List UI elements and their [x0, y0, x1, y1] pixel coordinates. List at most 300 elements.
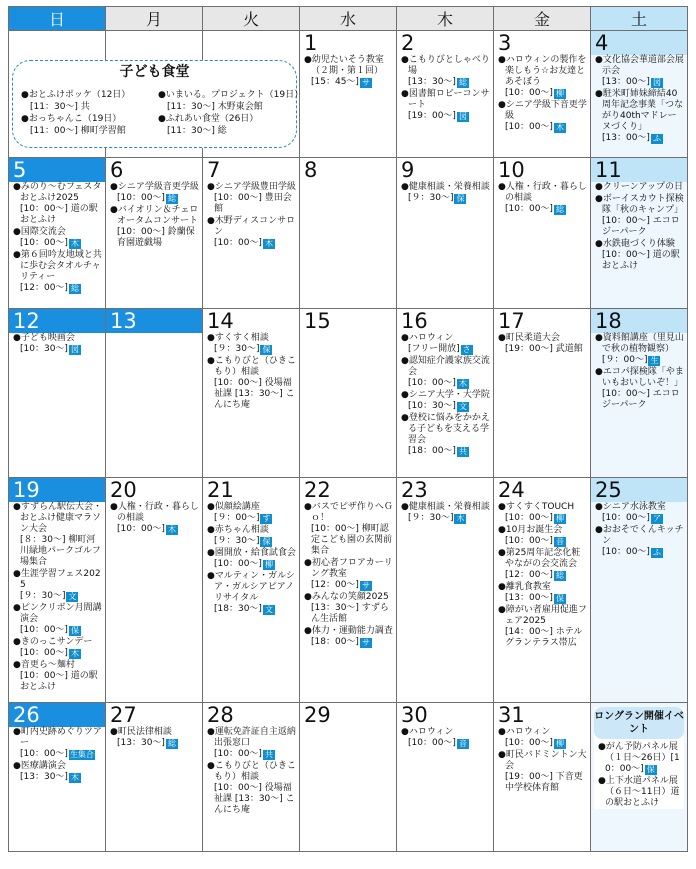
event-time: [10：00〜]: [20, 749, 68, 759]
event-detail: [505, 344, 587, 355]
bullet-icon: ●: [401, 413, 409, 423]
day-number: 3: [498, 31, 512, 55]
event-item: [12, 227, 102, 249]
event-item: [303, 55, 393, 88]
venue-badge: 図: [70, 345, 79, 354]
event-item: [400, 727, 490, 749]
event-title: 音更ら〜麺村: [20, 660, 75, 670]
bullet-icon: ●: [498, 605, 506, 615]
event-title: 似顔絵講座: [214, 502, 260, 512]
event-item: [12, 660, 102, 693]
event-title: 障がい者雇用促進フェア2025: [505, 605, 587, 626]
bullet-icon: ●: [207, 216, 215, 226]
weekday-sun: 日: [9, 7, 106, 31]
day-number: 12: [9, 309, 105, 333]
event-time: [９：00〜]: [214, 513, 260, 523]
event-time: [19：00〜]: [408, 111, 456, 121]
day-number-empty: [106, 31, 202, 55]
weekday-tue: 火: [203, 7, 300, 31]
longrun-item: [597, 776, 681, 809]
longrun-box: [594, 707, 684, 809]
event-title: バイオリン＆チェロ オータムコンサート: [117, 205, 199, 226]
event-title: 幼児たいそう教室（２期・第１回）: [311, 55, 384, 76]
event-detail: [505, 536, 587, 547]
day-number: 30: [401, 703, 428, 727]
venue-badge: 生集合: [69, 750, 94, 759]
day-cell: [494, 309, 591, 478]
kodomo-line: [11：30〜] 木野東会館: [158, 102, 263, 112]
event-time: [10：00〜]: [602, 547, 650, 557]
event-detail: [602, 355, 684, 366]
day-number: 22: [304, 478, 331, 502]
week-row: [9, 478, 688, 703]
event-detail: [408, 738, 490, 749]
event-detail: [20, 204, 102, 226]
event-item: [12, 637, 102, 659]
event-time: [10：00〜] 豊田会館: [214, 193, 292, 214]
day-cell: [203, 309, 300, 478]
event-item: [400, 182, 490, 204]
event-detail: [20, 648, 102, 659]
event-detail: [311, 637, 393, 648]
venue-badge: 音: [458, 739, 467, 748]
kodomo-line: ●おっちゃんこ（19日）: [21, 114, 122, 124]
kodomo-line: ●いまいる。プロジェクト（19日）: [158, 90, 304, 100]
day-cell: [203, 703, 300, 852]
week-row: [9, 309, 688, 478]
event-item: [206, 761, 296, 816]
event-detail: [408, 513, 490, 524]
bullet-icon: ●: [13, 727, 21, 737]
event-title: ハロウィン: [408, 727, 454, 737]
event-item: [497, 333, 587, 355]
weekday-fri: 金: [494, 7, 591, 31]
event-title: 10月お誕生会: [505, 525, 563, 535]
event-time: [10：00〜]: [214, 238, 262, 248]
bullet-icon: ●: [110, 205, 118, 215]
event-time: [９：30〜]: [408, 513, 454, 523]
bullet-icon: ●: [304, 502, 312, 512]
event-time: [18：00〜]: [311, 637, 359, 647]
event-time: [10：00〜]: [505, 204, 553, 214]
longrun-item-title: がん予防パネル展: [605, 742, 678, 752]
event-title: シニア水泳教室: [602, 502, 666, 512]
event-detail: [505, 772, 587, 794]
event-item: [206, 525, 296, 547]
event-detail: [20, 283, 102, 294]
event-title: こもりびとしゃべり場: [408, 55, 490, 76]
event-time: [10：00〜] 鈴蘭保育園遊戯場: [117, 227, 195, 248]
event-time: [10：00〜]: [214, 749, 262, 759]
event-time: [10：00〜]: [408, 738, 456, 748]
event-detail: [20, 671, 102, 693]
day-number: 8: [304, 158, 318, 182]
day-number: 18: [591, 309, 687, 333]
event-item: [12, 603, 102, 636]
venue-badge: 総: [555, 205, 564, 214]
event-detail: [214, 344, 296, 355]
event-time: [19：00〜] 武道館: [505, 344, 583, 354]
event-title: すくすくTOUCH: [505, 502, 575, 512]
bullet-icon: ●: [13, 761, 21, 771]
bullet-icon: ●: [13, 660, 21, 670]
event-time: [９：00〜]: [602, 355, 648, 365]
bullet-icon: ●: [110, 727, 118, 737]
day-cell: [300, 478, 397, 703]
kodomo-right: [158, 89, 304, 137]
event-time: [10：00〜]: [505, 738, 553, 748]
venue-badge: 保: [262, 345, 271, 354]
event-title: 認知症介護家族交流会: [408, 356, 490, 377]
event-detail: [214, 604, 296, 615]
event-time: [10：00〜] 役場福祉課 [13：30〜] こんにち庵: [214, 378, 295, 410]
bullet-icon: ●: [13, 333, 21, 343]
kodomo-left: [21, 89, 163, 137]
event-item: [109, 205, 199, 249]
event-title: ボーイスカウト探検隊「秋のキャンプ」: [602, 194, 684, 215]
venue-badge: 音: [555, 537, 564, 546]
event-item: [400, 502, 490, 524]
event-detail: [602, 77, 684, 88]
day-cell: [106, 478, 203, 703]
venue-badge: 柳: [555, 739, 564, 748]
venue-badge: 柳: [555, 514, 564, 523]
bullet-icon: ●: [498, 548, 506, 558]
event-item: [12, 502, 102, 568]
week-row: [9, 158, 688, 309]
event-time: [10：00〜] 役場福祉課 [13：30〜] こんにち庵: [214, 783, 295, 815]
event-detail: [117, 738, 199, 749]
day-cell: [397, 158, 494, 309]
event-title: 第６回吟友地域と共に歩む会タオルチャリティー: [20, 250, 102, 282]
event-title: 登校に悩みをかかえる子どもを支える学習会: [408, 413, 490, 445]
event-title: こもりびと（ひきこもり）相談: [214, 761, 296, 782]
event-detail: [214, 238, 296, 249]
bullet-icon: ●: [401, 502, 409, 512]
event-title: 運転免許証自主返納出張窓口: [214, 727, 296, 748]
day-cell: [494, 158, 591, 309]
venue-badge: 柳: [555, 89, 564, 98]
event-title: 図書館ロビーコンサート: [408, 89, 490, 110]
event-item: [12, 761, 102, 783]
bullet-icon: ●: [498, 55, 506, 65]
event-time: [10：00〜]: [602, 513, 650, 523]
event-time: [10：00〜]: [505, 122, 553, 132]
bullet-icon: ●: [207, 571, 215, 581]
weekday-thu: 木: [397, 7, 494, 31]
event-time: [15：45〜]: [311, 77, 359, 87]
event-detail: [214, 536, 296, 547]
venue-badge: ふ: [652, 548, 661, 557]
event-time: [10：00〜] エコロジーパーク: [602, 389, 680, 410]
kodomo-line: ●おとふけポッケ（12日）: [21, 90, 131, 100]
event-detail: [20, 749, 102, 760]
bullet-icon: ●: [595, 194, 603, 204]
event-item: [400, 55, 490, 88]
day-number: 28: [207, 703, 234, 727]
bullet-icon: ●: [110, 182, 118, 192]
kodomo-line: ●ふれあい食堂（26日）: [158, 114, 259, 124]
event-item: [594, 367, 684, 411]
bullet-icon: ●: [498, 525, 506, 535]
event-title: シニア学級下音更学級: [505, 100, 587, 121]
event-detail: [214, 513, 296, 524]
event-item: [12, 333, 102, 355]
event-detail: [505, 738, 587, 749]
day-number: 9: [401, 158, 415, 182]
event-title: みんなの笑顔2025: [311, 592, 389, 602]
event-item: [594, 333, 684, 366]
longrun-item-title: 上下水道パネル展: [605, 776, 678, 786]
day-cell: [397, 31, 494, 158]
day-number: 19: [9, 478, 105, 502]
bullet-icon: ●: [304, 626, 312, 636]
event-title: 文化協会華道部会展示会: [602, 55, 684, 76]
bullet-icon: ●: [13, 603, 21, 613]
event-item: [206, 727, 296, 760]
event-title: エコパ探検隊「やまいもおいしいぞ！」: [602, 367, 684, 388]
event-title: 町民バドミントン大会: [505, 750, 587, 771]
event-detail: [20, 591, 102, 602]
event-item: [497, 750, 587, 794]
bullet-icon: ●: [207, 727, 215, 737]
event-time: [14：00〜] ホテルグランテラス帯広: [505, 627, 583, 648]
venue-badge: 共: [458, 447, 467, 456]
event-detail: [20, 625, 102, 636]
event-title: 初心者フロアカーリング教室: [311, 558, 393, 579]
day-cell: [591, 703, 688, 852]
day-number: 23: [401, 478, 428, 502]
event-detail: [505, 122, 587, 133]
day-cell: [106, 309, 203, 478]
event-detail: [311, 580, 393, 591]
bullet-icon: ●: [13, 182, 21, 192]
event-detail: [602, 250, 684, 272]
event-item: [12, 250, 102, 294]
event-title: 医療講演会: [20, 761, 66, 771]
event-detail: [602, 389, 684, 411]
event-detail: [602, 216, 684, 238]
bullet-icon: ●: [207, 356, 215, 366]
bullet-icon: ●: [498, 727, 506, 737]
bullet-icon: ●: [498, 100, 506, 110]
event-time: [18：30〜]: [214, 604, 262, 614]
event-time: [12：00〜]: [505, 570, 553, 580]
event-time: [10：00〜]: [117, 193, 165, 203]
day-cell: [300, 703, 397, 852]
bullet-icon: ●: [498, 333, 506, 343]
event-detail: [408, 111, 490, 122]
event-title: 第25周年記念化粧やながの会交流会: [505, 548, 581, 569]
event-time: [13：30〜]: [408, 77, 456, 87]
event-item: [497, 605, 587, 649]
day-cell: [203, 478, 300, 703]
bullet-icon: ●: [595, 333, 603, 343]
event-title: 子ども映画会: [20, 333, 75, 343]
bullet-icon: ●: [595, 55, 603, 65]
day-cell: [106, 703, 203, 852]
event-item: [497, 182, 587, 215]
event-title: 離乳食教室: [505, 582, 551, 592]
day-number: 31: [498, 703, 525, 727]
venue-badge: 木: [70, 773, 79, 782]
event-title: ハロウィン: [408, 333, 454, 343]
event-detail: [408, 378, 490, 389]
day-number: 15: [304, 309, 331, 333]
day-cell: [203, 158, 300, 309]
event-detail: [214, 378, 296, 411]
day-number: 1: [304, 31, 318, 55]
event-item: [303, 558, 393, 591]
bullet-icon: ●: [595, 182, 603, 192]
venue-badge: 保: [262, 537, 271, 546]
event-item: [400, 89, 490, 122]
bullet-icon: ●: [304, 55, 312, 65]
event-detail: [408, 401, 490, 412]
event-detail: [505, 593, 587, 604]
venue-badge: 保: [646, 765, 655, 774]
bullet-icon: ●: [498, 502, 506, 512]
event-item: [594, 182, 684, 193]
venue-badge: 総: [555, 571, 564, 580]
event-item: [206, 216, 296, 249]
event-detail: [505, 570, 587, 581]
venue-badge: 保: [70, 626, 79, 635]
event-item: [400, 390, 490, 412]
event-title: 赤ちゃん相談: [214, 525, 269, 535]
event-title: バスでピザ作りへＧｏ！: [311, 502, 393, 523]
bullet-icon: ●: [595, 525, 603, 535]
venue-badge: 生: [650, 356, 659, 365]
bullet-icon: ●: [207, 761, 215, 771]
day-cell: [591, 478, 688, 703]
venue-badge: 総: [167, 194, 176, 203]
longrun-title: ロングラン開催イベント: [594, 707, 684, 739]
event-item: [497, 727, 587, 749]
event-time: [13：00〜]: [602, 77, 650, 87]
event-item: [497, 548, 587, 581]
week-row: [9, 703, 688, 852]
day-number: 10: [498, 158, 525, 182]
event-title: 町民法律相談: [117, 727, 172, 737]
bullet-icon: ●: [304, 592, 312, 602]
day-number: 29: [304, 703, 331, 727]
bullet-icon: ●: [207, 333, 215, 343]
kodomo-line: [11：30〜] 総: [158, 126, 227, 136]
event-time: [10：00〜]: [505, 88, 553, 98]
event-title: 健康相談・栄養相談: [408, 502, 490, 512]
event-time: [12：00〜]: [20, 283, 68, 293]
venue-badge: 柳: [264, 560, 273, 569]
event-detail: [408, 344, 490, 355]
bullet-icon: ●: [595, 502, 603, 512]
day-cell: [494, 703, 591, 852]
event-detail: [214, 559, 296, 570]
event-title: 健康相談・栄養相談: [408, 182, 490, 192]
event-item: [206, 502, 296, 524]
venue-badge: 総: [70, 284, 79, 293]
event-item: [206, 182, 296, 215]
venue-badge: 木: [70, 649, 79, 658]
day-number: 4: [591, 31, 687, 55]
venue-badge: す: [262, 514, 271, 523]
kodomo-title: 子ども食堂: [119, 64, 190, 80]
event-item: [109, 502, 199, 535]
event-item: [303, 502, 393, 557]
day-number: 24: [498, 478, 525, 502]
bullet-icon: ●: [207, 182, 215, 192]
event-time: [８：30〜] 柳町河川緑地パークゴルフ場集合: [20, 535, 101, 567]
event-time: [13：00〜]: [505, 593, 553, 603]
event-title: クリーンアップの日: [602, 182, 684, 192]
day-cell: [9, 703, 106, 852]
day-cell: [397, 478, 494, 703]
event-time: [19：00〜] 下音更中学校体育館: [505, 772, 583, 793]
day-number-empty: [9, 31, 105, 55]
event-detail: [408, 77, 490, 88]
event-item: [109, 727, 199, 749]
event-item: [594, 502, 684, 524]
weekday-mon: 月: [106, 7, 203, 31]
weekday-header: [9, 7, 688, 31]
kodomo-line: [11：00〜] 柳町学習館: [21, 126, 126, 136]
event-time: [10：00〜] 柳町認定こども園の玄関前集合: [311, 524, 393, 556]
event-item: [206, 356, 296, 411]
venue-badge: 木: [458, 379, 467, 388]
event-time: [12：00〜]: [311, 580, 359, 590]
event-time: [10：00〜] 道の駅おとふけ: [20, 204, 98, 225]
event-item: [206, 333, 296, 355]
day-cell: [494, 478, 591, 703]
event-item: [594, 239, 684, 272]
event-item: [206, 571, 296, 615]
venue-badge: 文: [458, 402, 467, 411]
event-detail: [505, 204, 587, 215]
venue-badge: 木: [70, 239, 79, 248]
bullet-icon: ●: [401, 55, 409, 65]
day-cell: [300, 309, 397, 478]
venue-badge: 図: [458, 112, 467, 121]
event-detail: [20, 535, 102, 568]
event-title: すずらん駅伝大会・おとふけ健康マラソン大会: [20, 502, 102, 534]
bullet-icon: ●: [207, 502, 215, 512]
event-detail: [311, 603, 393, 625]
venue-badge: サ: [361, 78, 370, 87]
day-number: 6: [110, 158, 124, 182]
event-detail: [505, 88, 587, 99]
day-number: 25: [591, 478, 687, 502]
event-item: [206, 548, 296, 570]
event-time: [９：30〜]: [214, 344, 260, 354]
bullet-icon: ●: [598, 742, 606, 752]
day-number: 27: [110, 703, 137, 727]
event-detail: [117, 193, 199, 204]
event-time: [フリー開放]: [408, 344, 460, 354]
event-title: おおそでくんキッチン: [602, 525, 684, 546]
bullet-icon: ●: [207, 525, 215, 535]
bullet-icon: ●: [401, 89, 409, 99]
venue-badge: 総: [167, 739, 176, 748]
event-time: [10：30〜]: [408, 401, 456, 411]
event-detail: [408, 446, 490, 457]
venue-badge: 木: [456, 514, 465, 523]
event-title: みのり〜むフェスタおとふけ2025: [20, 182, 102, 203]
event-detail: [408, 193, 490, 204]
event-title: 人権・行政・暮らしの相談: [505, 182, 587, 203]
event-time: [10：00〜]: [408, 378, 456, 388]
bullet-icon: ●: [13, 227, 21, 237]
event-time: [９：30〜]: [214, 536, 260, 546]
